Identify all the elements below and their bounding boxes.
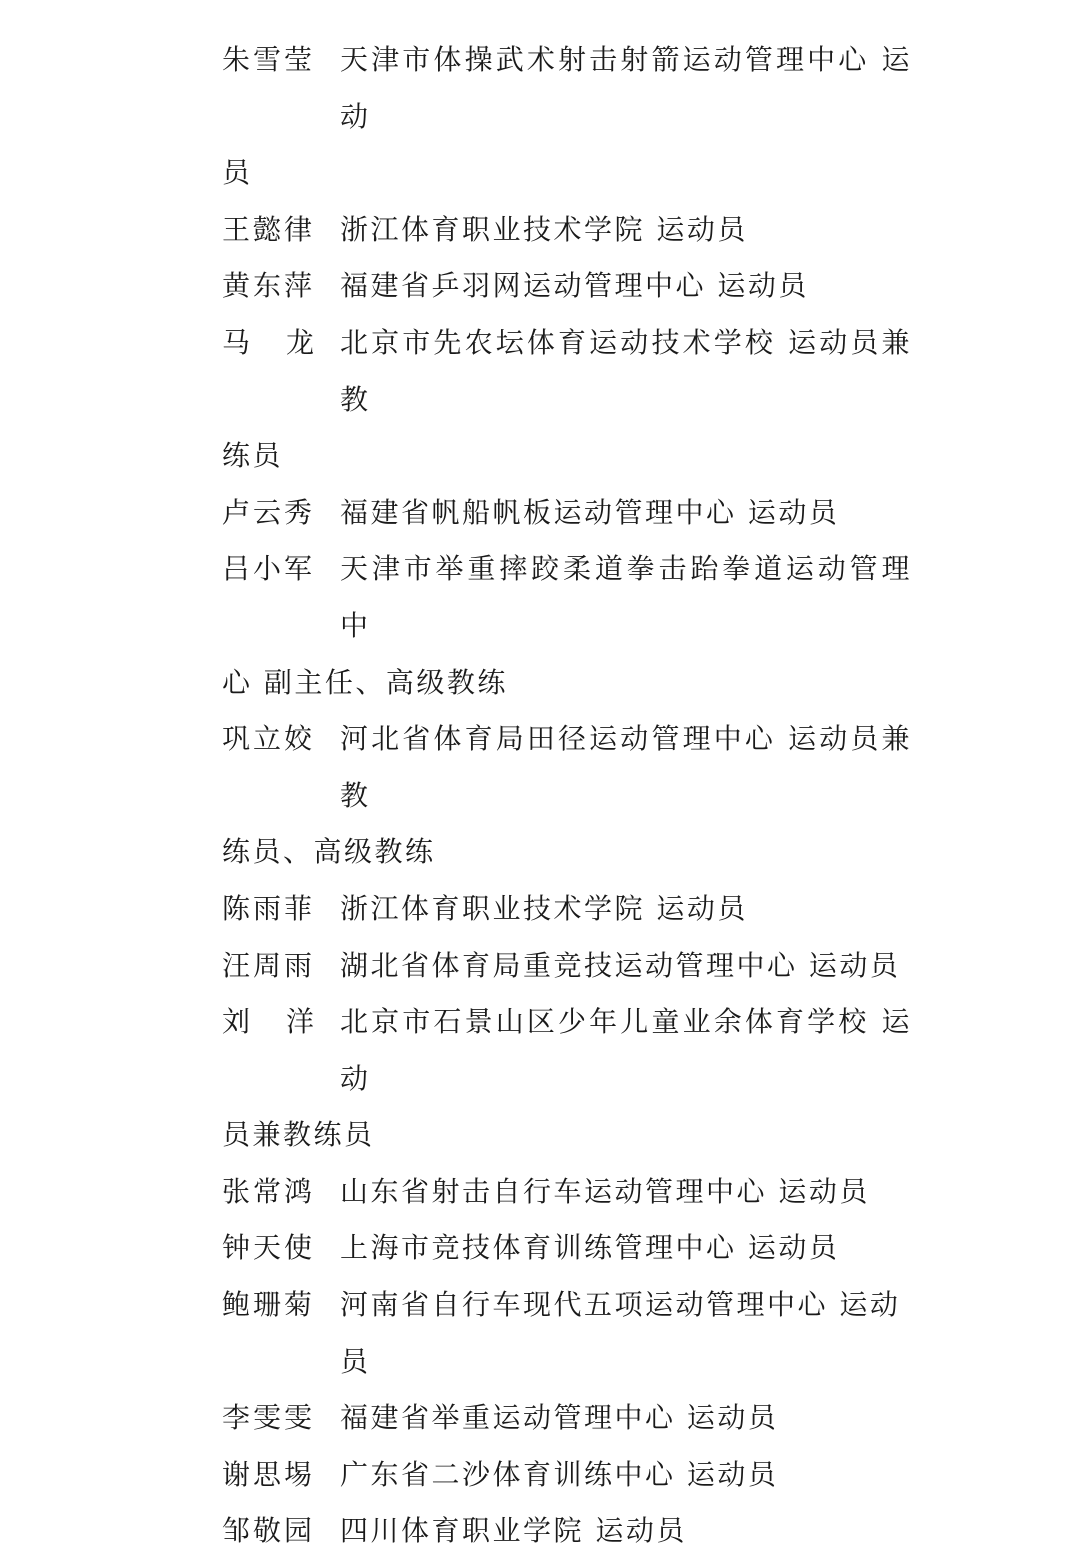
person-affiliation: 天津市举重摔跤柔道拳击跆拳道运动管理中 bbox=[340, 552, 912, 642]
list-item bbox=[222, 315, 912, 485]
list-item bbox=[222, 994, 912, 1164]
person-name: 朱雪莹 bbox=[222, 43, 316, 76]
list-item bbox=[222, 258, 912, 315]
affiliation-continuation: 练员、高级教练 bbox=[222, 835, 436, 869]
name-char: 马 bbox=[222, 325, 251, 359]
person-affiliation: 四川体育职业学院 运动员 bbox=[340, 1514, 687, 1548]
affiliation-continuation: 员兼教练员 bbox=[222, 1118, 375, 1152]
person-affiliation: 山东省射击自行车运动管理中心 运动员 bbox=[340, 1174, 870, 1208]
person-affiliation: 广东省二沙体育训练中心 运动员 bbox=[340, 1457, 779, 1491]
person-name: 钟天使 bbox=[222, 1231, 316, 1265]
list-item bbox=[222, 1164, 912, 1221]
person-name: 吕小军 bbox=[222, 552, 316, 586]
person-affiliation: 天津市体操武术射击射箭运动管理中心 运动 bbox=[340, 43, 912, 133]
person-name: 鲍珊菊 bbox=[222, 1288, 316, 1322]
person-name: 卢云秀 bbox=[222, 495, 316, 529]
person-affiliation: 河南省自行车现代五项运动管理中心 运动员 bbox=[340, 1288, 901, 1378]
person-name: 黄东萍 bbox=[222, 269, 316, 303]
person-affiliation: 北京市石景山区少年儿童业余体育学校 运动 bbox=[340, 1005, 912, 1095]
list-item bbox=[222, 938, 912, 995]
person-name: 邹敬园 bbox=[222, 1514, 316, 1548]
person-name: 汪周雨 bbox=[222, 948, 316, 982]
affiliation-continuation: 练员 bbox=[222, 439, 284, 473]
person-name bbox=[222, 994, 340, 1107]
person-name: 李雯雯 bbox=[222, 1401, 316, 1435]
name-char: 洋 bbox=[286, 1005, 315, 1039]
person-affiliation: 福建省帆船帆板运动管理中心 运动员 bbox=[340, 495, 840, 529]
person-affiliation: 浙江体育职业技术学院 运动员 bbox=[340, 891, 748, 925]
list-item bbox=[222, 202, 912, 259]
person-affiliation: 福建省举重运动管理中心 运动员 bbox=[340, 1401, 779, 1435]
person-affiliation: 浙江体育职业技术学院 运动员 bbox=[340, 212, 748, 246]
list-item bbox=[222, 32, 912, 202]
name-char: 龙 bbox=[286, 325, 315, 359]
list-item bbox=[222, 1277, 912, 1390]
person-affiliation: 福建省乒羽网运动管理中心 运动员 bbox=[340, 269, 809, 303]
person-affiliation: 河北省体育局田径运动管理中心 运动员兼教 bbox=[340, 722, 912, 812]
person-name: 谢思埸 bbox=[222, 1457, 316, 1491]
person-affiliation: 湖北省体育局重竞技运动管理中心 运动员 bbox=[340, 948, 901, 982]
person-name: 巩立姣 bbox=[222, 722, 316, 756]
person-name: 王懿律 bbox=[222, 212, 316, 246]
document-body bbox=[222, 32, 912, 1560]
person-name: 张常鸿 bbox=[222, 1174, 316, 1208]
name-char: 刘 bbox=[222, 1005, 251, 1039]
person-name bbox=[222, 315, 340, 428]
list-item bbox=[222, 1503, 912, 1560]
list-item bbox=[222, 1447, 912, 1504]
affiliation-continuation: 员 bbox=[222, 156, 253, 190]
list-item bbox=[222, 1220, 912, 1277]
list-item bbox=[222, 485, 912, 542]
list-item bbox=[222, 711, 912, 881]
person-affiliation: 北京市先农坛体育运动技术学校 运动员兼教 bbox=[340, 325, 912, 416]
list-item bbox=[222, 1390, 912, 1447]
person-name: 陈雨菲 bbox=[222, 891, 316, 925]
list-item bbox=[222, 541, 912, 711]
list-item bbox=[222, 881, 912, 938]
person-affiliation: 上海市竞技体育训练管理中心 运动员 bbox=[340, 1231, 840, 1265]
affiliation-continuation: 心 副主任、高级教练 bbox=[222, 665, 508, 699]
